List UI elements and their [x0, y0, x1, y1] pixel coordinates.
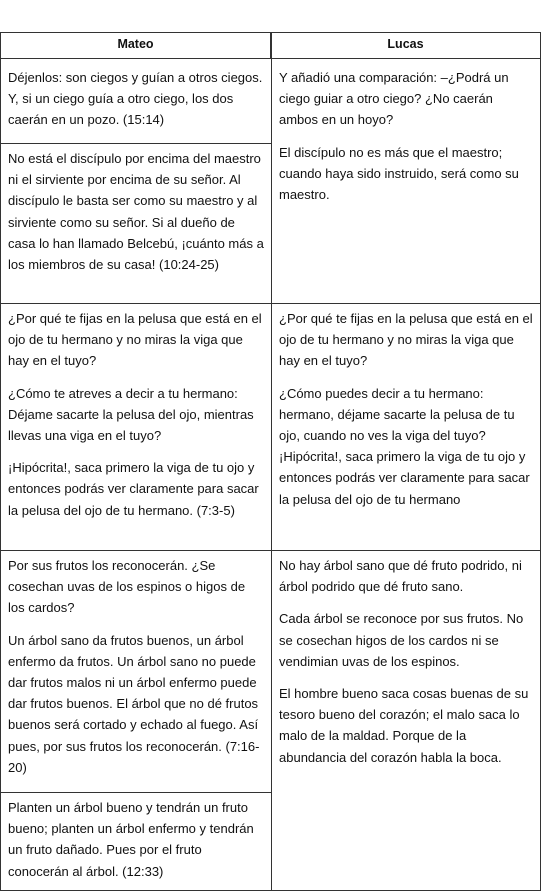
paragraph: Planten un árbol bueno y tendrán un fruto bueno; planten un árbol enfermo y tendrán un fruto dañado. Pues por el fruto conocerán al árbol. (12:33): [8, 800, 254, 879]
cell-mateo-1b: [1, 144, 271, 275]
cell-mateo-2: [1, 304, 271, 521]
cell-lucas-3: [272, 551, 540, 768]
cell-lucas-1: [272, 63, 540, 205]
cell-mateo-3a: [1, 551, 271, 778]
cell-lucas-2: [272, 304, 540, 510]
paragraph: ¿Cómo te atreves a decir a tu hermano: Déjame sacarte la pelusa del ojo, mientras llevas una viga en el tuyo?: [8, 385, 254, 444]
header-mateo: Mateo: [1, 33, 271, 59]
cell-mateo-3b: [1, 793, 271, 882]
paragraph: ¿Por qué te fijas en la pelusa que está en el ojo de tu hermano y no miras la viga que hay en el tuyo?: [279, 311, 533, 369]
header-lucas: Lucas: [271, 33, 540, 59]
paragraph: No está el discípulo por encima del maestro ni el sirviente por encima de su señor. Al discípulo le basta ser como su maestro y al sirviente como su señor. Si al dueño de casa lo han llamado Belcebú, ¡cuánto más a los miembros de su casa! (10:24-25): [8, 151, 264, 273]
paragraph: Cada árbol se reconoce por sus frutos. No se cosechan higos de los cardos ni se vendimian uvas de los espinos.: [279, 611, 524, 669]
cell-mateo-1a: [1, 63, 271, 131]
paragraph: El discípulo no es más que el maestro; cuando haya sido instruido, será como su maestro.: [279, 144, 519, 203]
paragraph: No hay árbol sano que dé fruto podrido, ni árbol podrido que dé fruto sano.: [279, 558, 522, 595]
paragraph: Por sus frutos los reconocerán. ¿Se cosechan uvas de los espinos o higos de los cardos?: [8, 558, 246, 616]
comparison-table: [0, 32, 541, 891]
paragraph: Déjenlos: son ciegos y guían a otros ciegos. Y, si un ciego guía a otro ciego, los dos caerán en un pozo. (15:14): [8, 70, 263, 128]
paragraph: El hombre bueno saca cosas buenas de su tesoro bueno del corazón; el malo saca lo malo de la maldad. Porque de la abundancia del corazón habla la boca.: [279, 686, 529, 765]
paragraph: ¿Por qué te fijas en la pelusa que está en el ojo de tu hermano y no miras la viga que hay en el tuyo?: [8, 311, 262, 369]
paragraph: Y añadió una comparación: –¿Podrá un ciego guiar a otro ciego? ¿No caerán ambos en un hoyo?: [279, 70, 509, 128]
paragraph: ¡Hipócrita!, saca primero la viga de tu ojo y entonces podrás ver claramente para sacar la pelusa del ojo de tu hermano. (7:3-5): [8, 460, 259, 518]
paragraph: Un árbol sano da frutos buenos, un árbol enfermo da frutos. Un árbol sano no puede dar frutos malos ni un árbol enfermo puede dar frutos buenos. El árbol que no dé frutos buenos será cortado y echado al fuego. Así pues, por sus frutos los reconocerán. (7:16-20): [8, 632, 260, 775]
paragraph: ¿Cómo puedes decir a tu hermano: hermano, déjame sacarte la pelusa de tu ojo, cuando no ves la viga del tuyo? ¡Hipócrita!, saca primero la viga de tu ojo y entonces podrás ver claramente para sacar la pelusa del ojo de tu hermano: [279, 385, 530, 507]
